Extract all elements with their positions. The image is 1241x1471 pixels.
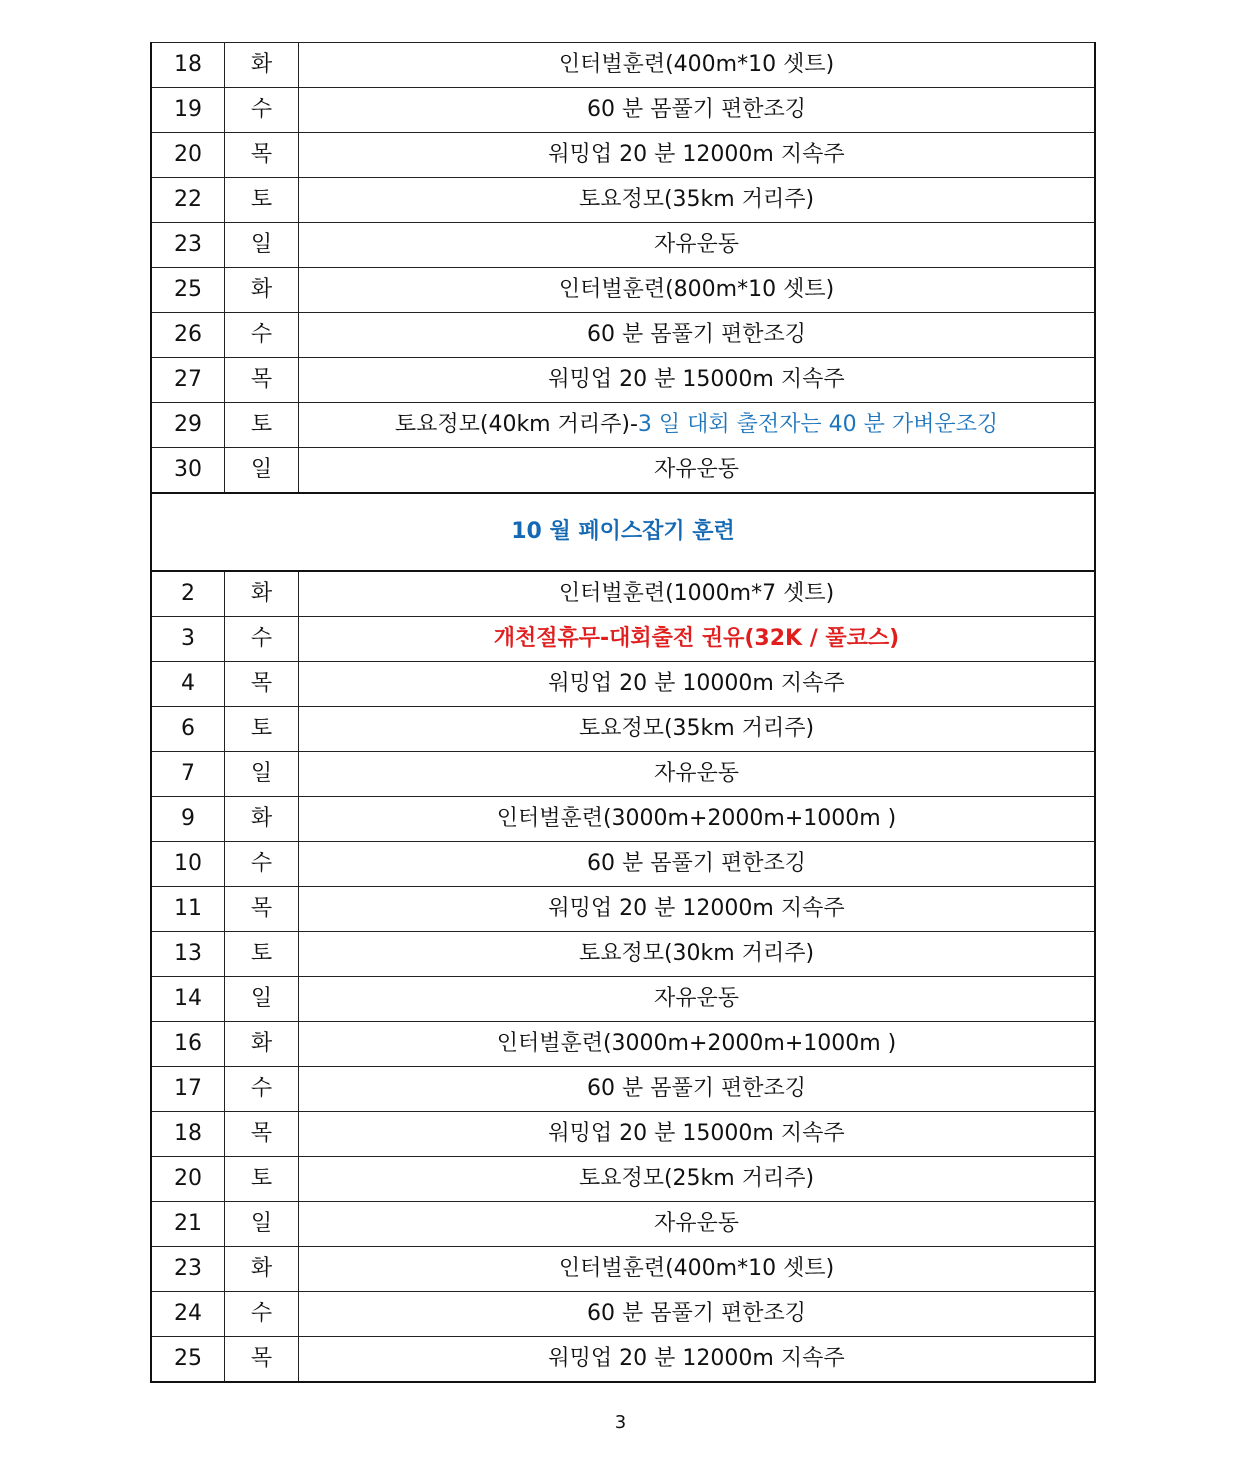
activity-text: 자유운동 bbox=[653, 232, 739, 257]
activity-text: 인터벌훈련(3000m+2000m+1000m ) bbox=[496, 1031, 897, 1056]
activity-text: 워밍업 20 분 10000m 지속주 bbox=[548, 671, 845, 696]
october-section bbox=[151, 493, 1095, 571]
schedule-table-wrapper bbox=[150, 42, 1096, 1383]
activity-text: 토요정모(40km 거리주)- bbox=[394, 412, 638, 437]
activity-cell bbox=[299, 887, 1096, 932]
table-row bbox=[151, 133, 1095, 178]
activity-text: 인터벌훈련(3000m+2000m+1000m ) bbox=[496, 806, 897, 831]
activity-text: 토요정모(35km 거리주) bbox=[578, 716, 815, 741]
table-row bbox=[151, 1067, 1095, 1112]
activity-text: 워밍업 20 분 15000m 지속주 bbox=[548, 1121, 845, 1146]
page-number: 3 bbox=[614, 1412, 627, 1433]
table-row bbox=[151, 1022, 1095, 1067]
table-row bbox=[151, 88, 1095, 133]
table-row bbox=[151, 448, 1095, 494]
training-schedule-table bbox=[150, 42, 1096, 1383]
activity-text: 60 분 몸풀기 편한조깅 bbox=[587, 1076, 806, 1101]
table-row bbox=[151, 1112, 1095, 1157]
weekday-cell: 목 bbox=[225, 133, 299, 178]
table-row bbox=[151, 977, 1095, 1022]
section-header-row bbox=[151, 493, 1095, 571]
weekday-cell: 화 bbox=[225, 797, 299, 842]
day-cell: 25 bbox=[151, 268, 225, 313]
day-cell: 3 bbox=[151, 617, 225, 662]
day-cell: 4 bbox=[151, 662, 225, 707]
day-cell: 26 bbox=[151, 313, 225, 358]
table-row bbox=[151, 1247, 1095, 1292]
activity-cell bbox=[299, 43, 1096, 88]
day-cell: 11 bbox=[151, 887, 225, 932]
day-cell: 20 bbox=[151, 1157, 225, 1202]
activity-cell bbox=[299, 932, 1096, 977]
day-cell: 2 bbox=[151, 571, 225, 617]
activity-cell bbox=[299, 403, 1096, 448]
day-cell: 7 bbox=[151, 752, 225, 797]
table-row bbox=[151, 797, 1095, 842]
table-row bbox=[151, 268, 1095, 313]
day-cell: 14 bbox=[151, 977, 225, 1022]
table-row bbox=[151, 707, 1095, 752]
activity-cell bbox=[299, 448, 1096, 494]
day-cell: 10 bbox=[151, 842, 225, 887]
september-rows bbox=[151, 43, 1095, 494]
activity-cell bbox=[299, 571, 1096, 617]
activity-cell bbox=[299, 178, 1096, 223]
weekday-cell: 토 bbox=[225, 932, 299, 977]
day-cell: 23 bbox=[151, 223, 225, 268]
weekday-cell: 토 bbox=[225, 707, 299, 752]
activity-cell bbox=[299, 1202, 1096, 1247]
weekday-cell: 목 bbox=[225, 1337, 299, 1383]
activity-cell bbox=[299, 358, 1096, 403]
activity-text: 60 분 몸풀기 편한조깅 bbox=[587, 322, 806, 347]
weekday-cell: 일 bbox=[225, 752, 299, 797]
weekday-cell: 수 bbox=[225, 1067, 299, 1112]
table-row bbox=[151, 662, 1095, 707]
table-row bbox=[151, 1157, 1095, 1202]
weekday-cell: 수 bbox=[225, 842, 299, 887]
weekday-cell: 토 bbox=[225, 403, 299, 448]
table-row bbox=[151, 43, 1095, 88]
day-cell: 27 bbox=[151, 358, 225, 403]
day-cell: 19 bbox=[151, 88, 225, 133]
activity-text: 60 분 몸풀기 편한조깅 bbox=[587, 97, 806, 122]
day-cell: 17 bbox=[151, 1067, 225, 1112]
weekday-cell: 토 bbox=[225, 178, 299, 223]
day-cell: 9 bbox=[151, 797, 225, 842]
activity-cell bbox=[299, 797, 1096, 842]
activity-text: 60 분 몸풀기 편한조깅 bbox=[587, 1301, 806, 1326]
activity-text: 자유운동 bbox=[653, 457, 739, 482]
table-row bbox=[151, 842, 1095, 887]
table-row bbox=[151, 887, 1095, 932]
weekday-cell: 목 bbox=[225, 662, 299, 707]
activity-cell bbox=[299, 268, 1096, 313]
activity-cell bbox=[299, 1337, 1096, 1383]
day-cell: 29 bbox=[151, 403, 225, 448]
weekday-cell: 화 bbox=[225, 43, 299, 88]
activity-text: 개천절휴무-대회출전 권유(32K / 풀코스) bbox=[493, 626, 900, 651]
activity-cell bbox=[299, 752, 1096, 797]
table-row bbox=[151, 223, 1095, 268]
day-cell: 18 bbox=[151, 1112, 225, 1157]
weekday-cell: 화 bbox=[225, 1247, 299, 1292]
weekday-cell: 목 bbox=[225, 887, 299, 932]
activity-text: 워밍업 20 분 15000m 지속주 bbox=[548, 367, 845, 392]
activity-text: 인터벌훈련(400m*10 셋트) bbox=[558, 1256, 835, 1281]
table-row bbox=[151, 1202, 1095, 1247]
activity-cell bbox=[299, 1022, 1096, 1067]
day-cell: 25 bbox=[151, 1337, 225, 1383]
weekday-cell: 목 bbox=[225, 1112, 299, 1157]
section-title: 10 월 페이스잡기 훈련 bbox=[151, 493, 1095, 571]
activity-text: 자유운동 bbox=[653, 1211, 739, 1236]
day-cell: 24 bbox=[151, 1292, 225, 1337]
activity-cell bbox=[299, 1112, 1096, 1157]
table-row bbox=[151, 617, 1095, 662]
activity-cell bbox=[299, 88, 1096, 133]
activity-text: 인터벌훈련(1000m*7 셋트) bbox=[558, 581, 835, 606]
activity-text: 워밍업 20 분 12000m 지속주 bbox=[548, 142, 845, 167]
activity-text: 인터벌훈련(800m*10 셋트) bbox=[558, 277, 835, 302]
day-cell: 21 bbox=[151, 1202, 225, 1247]
day-cell: 30 bbox=[151, 448, 225, 494]
activity-text: 워밍업 20 분 12000m 지속주 bbox=[548, 1346, 845, 1371]
table-row bbox=[151, 571, 1095, 617]
weekday-cell: 일 bbox=[225, 223, 299, 268]
activity-cell bbox=[299, 977, 1096, 1022]
day-cell: 20 bbox=[151, 133, 225, 178]
day-cell: 18 bbox=[151, 43, 225, 88]
activity-note: 3 일 대회 출전자는 40 분 가벼운조깅 bbox=[637, 412, 999, 437]
weekday-cell: 수 bbox=[225, 617, 299, 662]
day-cell: 23 bbox=[151, 1247, 225, 1292]
activity-cell bbox=[299, 313, 1096, 358]
activity-cell bbox=[299, 842, 1096, 887]
day-cell: 22 bbox=[151, 178, 225, 223]
weekday-cell: 일 bbox=[225, 977, 299, 1022]
weekday-cell: 수 bbox=[225, 313, 299, 358]
day-cell: 16 bbox=[151, 1022, 225, 1067]
table-row bbox=[151, 403, 1095, 448]
activity-text: 자유운동 bbox=[653, 761, 739, 786]
activity-cell bbox=[299, 707, 1096, 752]
table-row bbox=[151, 313, 1095, 358]
table-row bbox=[151, 358, 1095, 403]
activity-text: 자유운동 bbox=[653, 986, 739, 1011]
weekday-cell: 수 bbox=[225, 1292, 299, 1337]
table-row bbox=[151, 1337, 1095, 1383]
activity-text: 토요정모(25km 거리주) bbox=[578, 1166, 815, 1191]
activity-text: 토요정모(30km 거리주) bbox=[578, 941, 815, 966]
weekday-cell: 화 bbox=[225, 1022, 299, 1067]
activity-cell bbox=[299, 1247, 1096, 1292]
weekday-cell: 토 bbox=[225, 1157, 299, 1202]
day-cell: 13 bbox=[151, 932, 225, 977]
activity-cell bbox=[299, 662, 1096, 707]
table-row bbox=[151, 178, 1095, 223]
activity-cell bbox=[299, 223, 1096, 268]
weekday-cell: 일 bbox=[225, 448, 299, 494]
activity-cell bbox=[299, 617, 1096, 662]
weekday-cell: 일 bbox=[225, 1202, 299, 1247]
activity-cell bbox=[299, 133, 1096, 178]
table-row bbox=[151, 1292, 1095, 1337]
weekday-cell: 화 bbox=[225, 268, 299, 313]
activity-cell bbox=[299, 1157, 1096, 1202]
october-rows bbox=[151, 571, 1095, 1382]
activity-text: 토요정모(35km 거리주) bbox=[578, 187, 815, 212]
table-row bbox=[151, 752, 1095, 797]
weekday-cell: 화 bbox=[225, 571, 299, 617]
activity-cell bbox=[299, 1067, 1096, 1112]
weekday-cell: 목 bbox=[225, 358, 299, 403]
activity-text: 인터벌훈련(400m*10 셋트) bbox=[558, 52, 835, 77]
activity-cell bbox=[299, 1292, 1096, 1337]
weekday-cell: 수 bbox=[225, 88, 299, 133]
activity-text: 60 분 몸풀기 편한조깅 bbox=[587, 851, 806, 876]
activity-text: 워밍업 20 분 12000m 지속주 bbox=[548, 896, 845, 921]
table-row bbox=[151, 932, 1095, 977]
day-cell: 6 bbox=[151, 707, 225, 752]
